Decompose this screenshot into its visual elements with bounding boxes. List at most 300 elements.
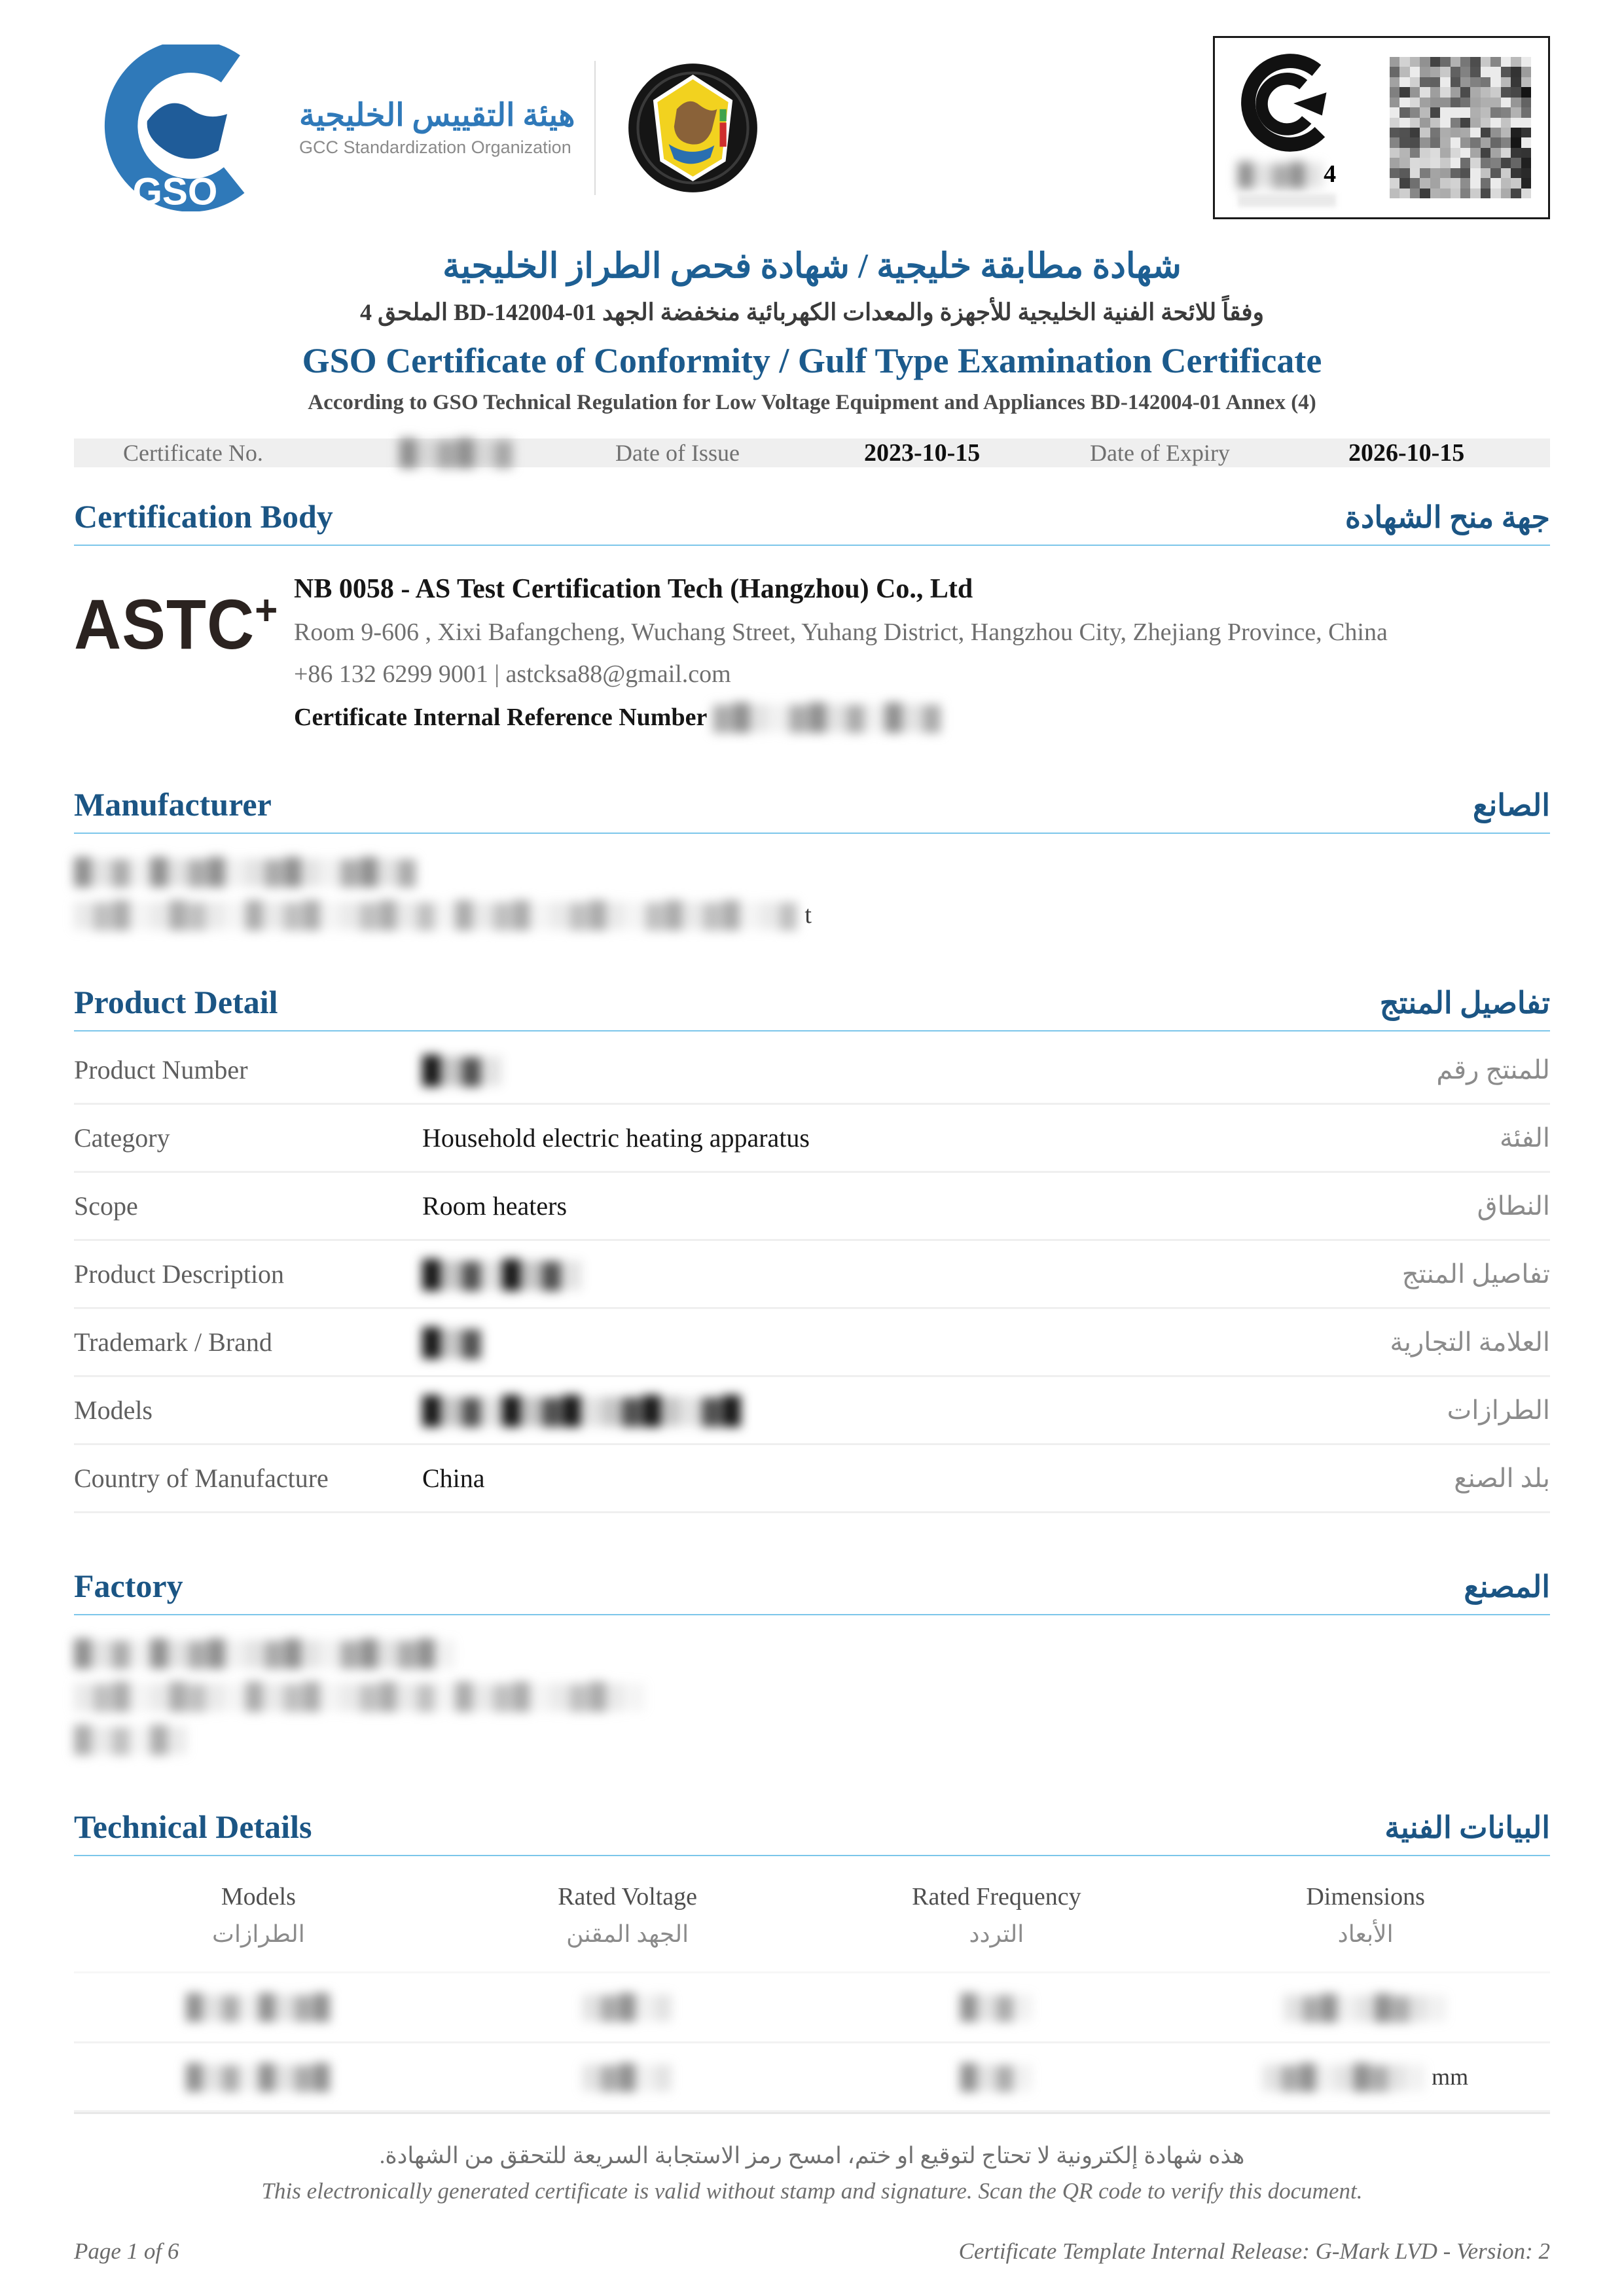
qr-pixel — [1511, 98, 1521, 107]
certification-body-heading-ar: جهة منح الشهادة — [1344, 501, 1550, 535]
qr-pixel — [1481, 178, 1490, 188]
qr-pixel — [1440, 178, 1450, 188]
qr-pixel — [1420, 178, 1430, 188]
qr-pixel — [1399, 67, 1409, 77]
tech-cell-voltage: ▒▓█░▒ — [582, 2064, 673, 2090]
gmark-code-redacted: █▒▓█▒ — [1237, 163, 1324, 187]
tech-cell-voltage: ▒▓█░▒ — [582, 1994, 673, 2020]
qr-pixel — [1481, 158, 1490, 168]
qr-pixel — [1490, 168, 1500, 178]
qr-pixel — [1521, 137, 1531, 147]
qr-pixel — [1399, 168, 1409, 178]
qr-pixel — [1410, 128, 1420, 137]
certificate-no-label: Certificate No. — [123, 440, 263, 467]
qr-pixel — [1470, 77, 1480, 87]
qr-pixel — [1511, 77, 1521, 87]
qr-pixel — [1470, 107, 1480, 117]
qr-pixel — [1390, 128, 1399, 137]
qr-pixel — [1521, 178, 1531, 188]
qr-pixel — [1501, 67, 1511, 77]
row-label-arabic: الفئة — [1499, 1123, 1550, 1153]
qr-pixel — [1501, 98, 1511, 107]
factory-address-redacted: ▒▓█░▒█▓▒░█▒▓█░▒▓█▒▓░█▒▓█░▒▓█▒░ — [74, 1683, 646, 1711]
qr-pixel — [1460, 148, 1470, 158]
certificate-info-bar — [74, 439, 1550, 467]
qr-pixel — [1460, 168, 1470, 178]
qr-pixel — [1490, 128, 1500, 137]
qr-pixel — [1451, 178, 1460, 188]
qr-pixel — [1440, 107, 1450, 117]
masthead — [74, 36, 1550, 219]
template-release: Certificate Template Internal Release: G-Mark LVD - Version: 2 — [958, 2238, 1550, 2265]
product-row-product-number — [74, 1037, 1550, 1105]
qr-pixel — [1501, 178, 1511, 188]
date-of-expiry-value: 2026-10-15 — [1348, 439, 1465, 467]
tech-col-label-ar: الجهد المقنن — [566, 1921, 689, 1948]
qr-pixel — [1470, 137, 1480, 147]
page-number: Page 1 of 6 — [74, 2238, 179, 2265]
qr-pixel — [1430, 188, 1440, 198]
technical-table-body — [74, 1971, 1550, 2112]
technical-table-row — [74, 1971, 1550, 2043]
qr-pixel — [1490, 67, 1500, 77]
qr-pixel — [1521, 148, 1531, 158]
qr-pixel — [1390, 118, 1399, 128]
product-row-category — [74, 1105, 1550, 1173]
certification-body-address: Room 9-606 , Xixi Bafangcheng, Wuchang Street, Yuhang District, Hangzhou City, Zhejiang Province, China — [294, 619, 1388, 647]
qr-pixel — [1501, 107, 1511, 117]
gso-brand — [74, 45, 575, 211]
technical-details-heading — [74, 1808, 1550, 1846]
qr-pixel — [1451, 148, 1460, 158]
certification-body-heading-en: Certification Body — [74, 498, 333, 535]
row-label-arabic: بلد الصنع — [1454, 1463, 1550, 1494]
qr-pixel — [1481, 77, 1490, 87]
product-detail-rows — [74, 1037, 1550, 1513]
qr-pixel — [1501, 77, 1511, 87]
qr-pixel — [1430, 77, 1440, 87]
gmark-code — [1238, 160, 1336, 188]
qr-pixel — [1470, 87, 1480, 97]
qr-pixel — [1501, 168, 1511, 178]
qr-pixel — [1430, 128, 1440, 137]
qr-pixel — [1410, 168, 1420, 178]
qr-pixel — [1420, 158, 1430, 168]
internal-reference-value: ▓█▒░▓█▒▓░█▒▓ — [713, 704, 943, 732]
qr-pixel — [1440, 57, 1450, 67]
qr-pixel — [1430, 118, 1440, 128]
qr-pixel — [1390, 178, 1399, 188]
astc-logo-plus: + — [255, 586, 279, 634]
certification-body-heading — [74, 497, 1550, 535]
qr-pixel — [1501, 128, 1511, 137]
qr-pixel — [1430, 148, 1440, 158]
row-label-arabic: تفاصيل المنتج — [1401, 1259, 1550, 1289]
row-value: █▒▓ — [422, 1327, 482, 1357]
qr-pixel — [1501, 158, 1511, 168]
title-arabic: شهادة مطابقة خليجية / شهادة فحص الطراز الخليجية — [442, 247, 1182, 285]
qr-pixel — [1451, 188, 1460, 198]
technical-table-header — [74, 1882, 1550, 1948]
gso-org-name-arabic: هيئة التقييس الخليجية — [299, 98, 575, 133]
qr-pixel — [1490, 118, 1500, 128]
section-rule — [74, 1855, 1550, 1856]
product-detail-heading-ar: تفاصيل المنتج — [1379, 986, 1550, 1020]
factory-heading-en: Factory — [74, 1568, 183, 1605]
qr-pixel — [1430, 168, 1440, 178]
qr-pixel — [1490, 57, 1500, 67]
gmark-qr-box — [1213, 36, 1550, 219]
qr-pixel — [1460, 188, 1470, 198]
manufacturer-address-suffix: t — [804, 901, 812, 929]
qr-pixel — [1430, 98, 1440, 107]
row-label: Category — [74, 1123, 170, 1153]
gmark-block — [1232, 48, 1342, 207]
footer-meta-row — [74, 2238, 1550, 2265]
qr-pixel — [1481, 87, 1490, 97]
qr-pixel — [1451, 158, 1460, 168]
tech-dims-redacted: ▒▓█░▒█▓▒░ — [1263, 2064, 1426, 2090]
qr-pixel — [1521, 188, 1531, 198]
qr-pixel — [1410, 178, 1420, 188]
g-mark-icon — [1232, 48, 1342, 158]
product-row-country — [74, 1445, 1550, 1513]
gso-logo-icon — [74, 45, 290, 211]
qr-pixel — [1420, 148, 1430, 158]
qr-pixel — [1490, 87, 1500, 97]
qr-pixel — [1521, 87, 1531, 97]
qr-pixel — [1490, 77, 1500, 87]
qr-pixel — [1440, 118, 1450, 128]
qr-pixel — [1420, 118, 1430, 128]
manufacturer-heading-en: Manufacturer — [74, 786, 272, 823]
qr-pixel — [1511, 57, 1521, 67]
qr-pixel — [1410, 118, 1420, 128]
qr-pixel — [1490, 148, 1500, 158]
qr-pixel — [1470, 148, 1480, 158]
gmark-code-suffix: 4 — [1324, 160, 1337, 188]
factory-address — [74, 1682, 1550, 1711]
qr-pixel — [1460, 87, 1470, 97]
qr-pixel — [1390, 77, 1399, 87]
gso-acronym: GSO — [132, 170, 218, 211]
qr-pixel — [1420, 77, 1430, 87]
qr-pixel — [1440, 77, 1450, 87]
footer-note-arabic: هذه شهادة إلكترونية لا تحتاج لتوقيع او ختم، امسح رمز الاستجابة السريعة للتحقق من الشهادة. — [379, 2143, 1245, 2169]
manufacturer-name-redacted: █▒▓░█▒▓█░▒▓█▒░▓█▒▓ — [74, 858, 418, 886]
qr-pixel — [1399, 148, 1409, 158]
certificate-no-value: █▒▓█▒▓ — [399, 439, 514, 467]
qr-pixel — [1399, 118, 1409, 128]
qr-pixel — [1451, 107, 1460, 117]
qr-pixel — [1490, 178, 1500, 188]
qr-pixel — [1460, 118, 1470, 128]
qr-pixel — [1399, 158, 1409, 168]
qr-pixel — [1470, 67, 1480, 77]
qr-pixel — [1481, 128, 1490, 137]
qr-pixel — [1390, 188, 1399, 198]
product-row-scope — [74, 1173, 1550, 1241]
qr-code — [1390, 57, 1531, 198]
internal-reference-label: Certificate Internal Reference Number — [294, 704, 707, 732]
qr-pixel — [1501, 87, 1511, 97]
tech-col-frequency — [812, 1882, 1182, 1948]
qr-pixel — [1511, 158, 1521, 168]
certification-body-contact: +86 132 6299 9001 | astcksa88@gmail.com — [294, 660, 731, 689]
section-rule — [74, 1614, 1550, 1615]
qr-pixel — [1521, 57, 1531, 67]
qr-pixel — [1399, 137, 1409, 147]
factory-name — [74, 1639, 1550, 1668]
qr-pixel — [1399, 98, 1409, 107]
subtitle-arabic: وفقاً للائحة الفنية الخليجية للأجهزة والمعدات الكهربائية منخفضة الجهد BD-142004-01 الملحق 4 — [360, 298, 1264, 325]
qr-pixel — [1511, 67, 1521, 77]
row-label: Product Description — [74, 1259, 285, 1289]
qr-pixel — [1399, 107, 1409, 117]
qr-pixel — [1521, 67, 1531, 77]
qr-pixel — [1511, 137, 1521, 147]
qr-pixel — [1390, 158, 1399, 168]
tech-col-label-ar: الطرازات — [212, 1921, 305, 1948]
qr-pixel — [1451, 77, 1460, 87]
qr-pixel — [1430, 137, 1440, 147]
qr-pixel — [1470, 168, 1480, 178]
qr-pixel — [1460, 77, 1470, 87]
qr-pixel — [1470, 98, 1480, 107]
qr-pixel — [1481, 148, 1490, 158]
tech-cell-dimensions — [1181, 1993, 1550, 2022]
qr-pixel — [1420, 137, 1430, 147]
masthead-divider — [594, 61, 596, 195]
technical-details-heading-en: Technical Details — [74, 1808, 312, 1846]
qr-pixel — [1481, 98, 1490, 107]
tech-col-label-en: Rated Frequency — [912, 1883, 1081, 1911]
qr-pixel — [1460, 98, 1470, 107]
qr-pixel — [1420, 57, 1430, 67]
qr-pixel — [1481, 67, 1490, 77]
tech-col-label-ar: التردد — [969, 1921, 1024, 1948]
qr-pixel — [1481, 107, 1490, 117]
row-label: Country of Manufacture — [74, 1463, 329, 1494]
qr-pixel — [1501, 188, 1511, 198]
qr-pixel — [1451, 168, 1460, 178]
qr-pixel — [1410, 137, 1420, 147]
row-value: Household electric heating apparatus — [422, 1123, 810, 1153]
qr-pixel — [1460, 67, 1470, 77]
qr-pixel — [1511, 168, 1521, 178]
qr-pixel — [1481, 57, 1490, 67]
row-value: █▒▓░ — [422, 1055, 503, 1085]
date-of-issue-label: Date of Issue — [615, 440, 740, 467]
subtitle-english: According to GSO Technical Regulation for Low Voltage Equipment and Appliances BD-142004-01 Annex (4) — [308, 391, 1316, 415]
product-row-description — [74, 1241, 1550, 1309]
qr-pixel — [1490, 158, 1500, 168]
manufacturer-address-redacted: ▒▓█░▒█▓▒░█▒▓█░▒▓█▒▓░█▒▓█░▒▓█▒░▓█▒▓█░▒▓ — [74, 901, 799, 929]
qr-pixel — [1501, 57, 1511, 67]
row-label-arabic: العلامة التجارية — [1390, 1327, 1550, 1357]
tech-col-label-en: Dimensions — [1306, 1883, 1425, 1911]
qr-pixel — [1511, 87, 1521, 97]
tech-cell-models: █▒▓░█▒▓█ — [186, 2064, 331, 2090]
qr-pixel — [1440, 168, 1450, 178]
qr-pixel — [1460, 57, 1470, 67]
qr-pixel — [1440, 148, 1450, 158]
qr-pixel — [1430, 57, 1440, 67]
qr-pixel — [1460, 107, 1470, 117]
qr-pixel — [1399, 87, 1409, 97]
factory-heading-ar: المصنع — [1464, 1570, 1550, 1604]
qr-pixel — [1490, 107, 1500, 117]
row-label-arabic: النطاق — [1477, 1191, 1550, 1221]
qr-pixel — [1399, 77, 1409, 87]
tech-col-label-ar: الأبعاد — [1337, 1921, 1394, 1948]
tech-col-dimensions — [1181, 1882, 1550, 1948]
qr-pixel — [1451, 128, 1460, 137]
qr-pixel — [1521, 128, 1531, 137]
gmark-subcode-redacted — [1238, 194, 1336, 207]
qr-pixel — [1451, 118, 1460, 128]
product-row-models — [74, 1377, 1550, 1445]
qr-pixel — [1399, 57, 1409, 67]
product-detail-heading-en: Product Detail — [74, 984, 278, 1021]
qr-pixel — [1410, 57, 1420, 67]
product-row-trademark — [74, 1309, 1550, 1377]
tech-col-label-en: Rated Voltage — [558, 1883, 698, 1911]
gcc-emblem-icon — [626, 61, 760, 195]
qr-pixel — [1521, 107, 1531, 117]
qr-pixel — [1511, 107, 1521, 117]
row-value: █▒▓░█▒▓░ — [422, 1259, 583, 1289]
qr-pixel — [1410, 87, 1420, 97]
qr-pixel — [1490, 98, 1500, 107]
manufacturer-address — [74, 901, 1550, 929]
technical-table-row — [74, 2043, 1550, 2112]
qr-pixel — [1420, 98, 1430, 107]
tech-dims-suffix: mm — [1432, 2064, 1469, 2090]
row-label: Scope — [74, 1191, 138, 1221]
qr-pixel — [1470, 128, 1480, 137]
qr-pixel — [1390, 87, 1399, 97]
footer-divider — [74, 2112, 1550, 2114]
qr-pixel — [1410, 188, 1420, 198]
qr-pixel — [1460, 178, 1470, 188]
technical-details-heading-ar: البيانات الفنية — [1384, 1811, 1550, 1845]
qr-pixel — [1410, 107, 1420, 117]
qr-pixel — [1440, 158, 1450, 168]
tech-cell-frequency: █▒▓░ — [960, 2064, 1033, 2090]
qr-pixel — [1430, 158, 1440, 168]
row-label: Trademark / Brand — [74, 1327, 272, 1357]
tech-col-models — [74, 1882, 443, 1948]
certification-body-block — [74, 573, 1550, 732]
qr-pixel — [1521, 168, 1531, 178]
qr-pixel — [1420, 188, 1430, 198]
qr-pixel — [1481, 118, 1490, 128]
astc-logo-text: ASTC — [74, 585, 255, 665]
footer-note-english: This electronically generated certificate is valid without stamp and signature. Scan the QR code to verify this document. — [261, 2178, 1363, 2204]
title-english: GSO Certificate of Conformity / Gulf Type Examination Certificate — [302, 340, 1322, 380]
manufacturer-heading — [74, 785, 1550, 823]
row-value: China — [422, 1463, 485, 1494]
product-detail-heading — [74, 983, 1550, 1021]
qr-pixel — [1470, 188, 1480, 198]
qr-pixel — [1470, 158, 1480, 168]
qr-pixel — [1390, 148, 1399, 158]
factory-models-redacted: █▒▓░█▒ — [74, 1726, 189, 1754]
factory-models-note — [74, 1725, 1550, 1754]
page-footer — [74, 2112, 1550, 2265]
qr-pixel — [1501, 118, 1511, 128]
qr-pixel — [1521, 118, 1531, 128]
qr-pixel — [1399, 188, 1409, 198]
qr-pixel — [1420, 168, 1430, 178]
qr-pixel — [1440, 188, 1450, 198]
qr-pixel — [1501, 137, 1511, 147]
tech-cell-dimensions — [1181, 2063, 1550, 2090]
qr-pixel — [1451, 87, 1460, 97]
qr-pixel — [1451, 98, 1460, 107]
tech-dims-redacted: ▒▓█░▒█▓▒░ — [1284, 1994, 1447, 2021]
certification-body-text — [294, 573, 1388, 732]
qr-pixel — [1511, 188, 1521, 198]
qr-pixel — [1470, 57, 1480, 67]
section-rule — [74, 545, 1550, 546]
factory-heading — [74, 1567, 1550, 1605]
qr-pixel — [1460, 128, 1470, 137]
qr-pixel — [1511, 128, 1521, 137]
qr-pixel — [1511, 178, 1521, 188]
qr-pixel — [1410, 158, 1420, 168]
row-value: █▒▓░█▒▓█░▒▓█▒░▓█ — [422, 1395, 742, 1426]
qr-pixel — [1410, 67, 1420, 77]
qr-pixel — [1390, 98, 1399, 107]
qr-pixel — [1390, 137, 1399, 147]
row-label-arabic: للمنتج رقم — [1436, 1055, 1550, 1085]
qr-pixel — [1490, 188, 1500, 198]
qr-pixel — [1440, 137, 1450, 147]
qr-pixel — [1420, 128, 1430, 137]
date-of-issue-value: 2023-10-15 — [864, 439, 981, 467]
internal-reference-row — [294, 703, 1388, 732]
manufacturer-heading-ar: الصانع — [1473, 789, 1550, 823]
qr-pixel — [1390, 168, 1399, 178]
row-label-arabic: الطرازات — [1447, 1395, 1550, 1426]
qr-pixel — [1390, 107, 1399, 117]
qr-pixel — [1521, 158, 1531, 168]
qr-pixel — [1390, 57, 1399, 67]
qr-pixel — [1399, 128, 1409, 137]
qr-pixel — [1511, 118, 1521, 128]
qr-pixel — [1420, 67, 1430, 77]
qr-pixel — [1420, 87, 1430, 97]
tech-col-label-en: Models — [221, 1883, 296, 1911]
qr-pixel — [1430, 87, 1440, 97]
qr-pixel — [1470, 178, 1480, 188]
qr-pixel — [1481, 188, 1490, 198]
qr-pixel — [1511, 148, 1521, 158]
manufacturer-name — [74, 857, 1550, 886]
qr-pixel — [1410, 148, 1420, 158]
astc-logo — [74, 585, 279, 665]
certification-body-name: NB 0058 - AS Test Certification Tech (Hangzhou) Co., Ltd — [294, 574, 973, 605]
qr-pixel — [1440, 67, 1450, 77]
qr-pixel — [1451, 137, 1460, 147]
qr-pixel — [1501, 148, 1511, 158]
qr-pixel — [1430, 67, 1440, 77]
tech-col-voltage — [443, 1882, 812, 1948]
qr-pixel — [1460, 137, 1470, 147]
qr-pixel — [1470, 118, 1480, 128]
